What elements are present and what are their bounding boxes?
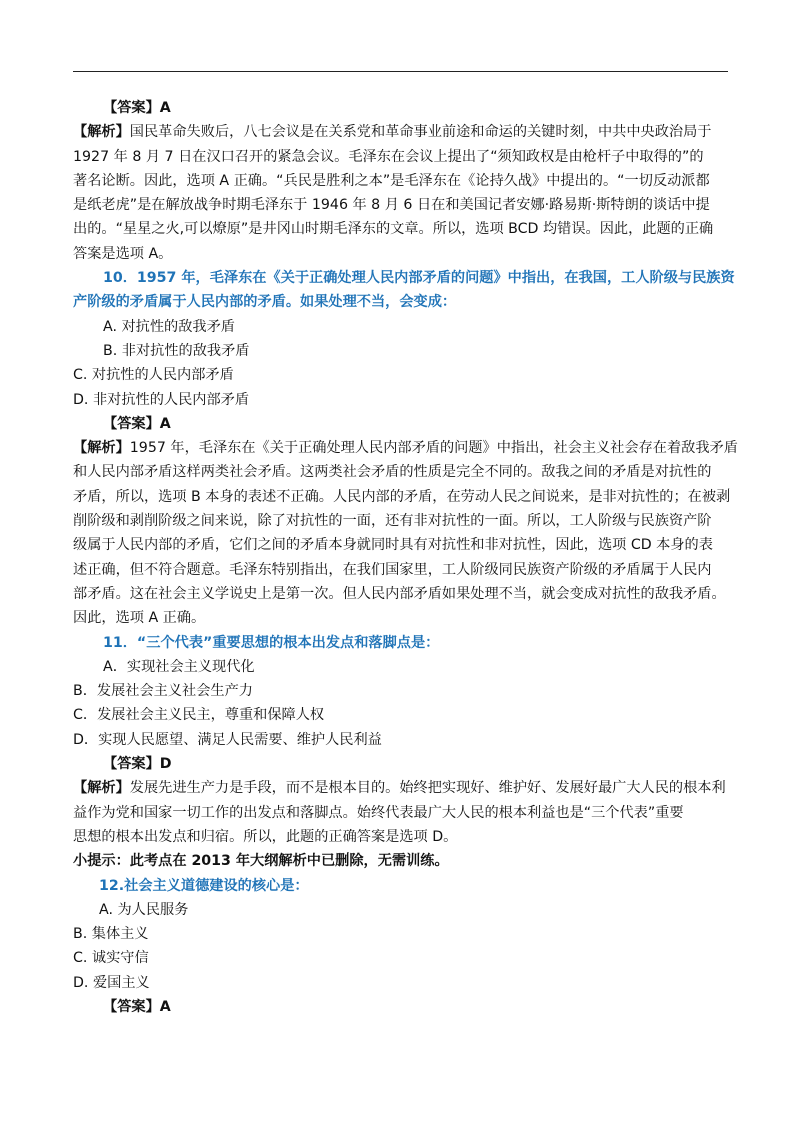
- question-10: 10．1957 年，毛泽东在《关于正确处理人民内部矛盾的问题》中指出，在我国，工人阶级与民族资 产阶级的矛盾属于人民内部的矛盾。如果处理不当，会变成：: [73, 270, 735, 311]
- option-b: B. 非对抗性的敌我矛盾: [103, 342, 250, 359]
- option-b: B．发展社会主义社会生产力: [73, 683, 253, 700]
- answer-9: 【答案】A: [103, 100, 171, 116]
- header-rule: [73, 71, 728, 72]
- option-a: A. 对抗性的敌我矛盾: [103, 318, 235, 335]
- question-12: 12.社会主义道德建设的核心是：: [99, 877, 309, 894]
- option-b: B. 集体主义: [73, 926, 149, 943]
- analysis-11: 【解析】发展先进生产力是手段，而不是根本目的。始终把实现好、维护好、发展好最广大人民的根本利 益作为党和国家一切工作的出发点和落脚点。始终代表最广大人民的根本利益也是“三个代表”重要 思想的根本出发点和归宿。所以，此题的正确答案是选项 D。: [73, 780, 726, 845]
- analysis-label: 【解析】: [73, 440, 130, 457]
- answer-11: 【答案】D: [103, 756, 172, 773]
- option-a: A．实现社会主义现代化: [103, 658, 255, 675]
- option-c: C．发展社会主义民主，尊重和保障人权: [73, 707, 325, 724]
- option-c: C. 对抗性的人民内部矛盾: [73, 367, 234, 384]
- option-d: D．实现人民愿望、满足人民需要、维护人民利益: [73, 731, 382, 748]
- document-body: [73, 96, 738, 1019]
- option-c: C. 诚实守信: [73, 950, 149, 967]
- analysis-10: 【解析】1957 年，毛泽东在《关于正确处理人民内部矛盾的问题》中指出，社会主义社会存在着敌我矛盾 和人民内部矛盾这样两类社会矛盾。这两类社会矛盾的性质是完全不同的。敌我之间的矛盾是对抗性的 矛盾，所以，选项 B 本身的表述不正确。人民内部的矛盾，在劳动人民之间说来，是非对抗性的；在被剥 削阶级和剥削阶级之间来说，除了对抗性的一面，还有非对抗性的一面。所以，工人阶级与民族资产阶 级属于人民内部的矛盾，它们之间的矛盾本身就同时具有对抗性和非对抗性，因此，选项 CD 本身的表 述正确，但不符合题意。毛泽东特别指出，在我们国家里，工人阶级同民族资产阶级的矛盾属于人民内 部矛盾。这在社会主义学说史上是第一次。但人民内部矛盾如果处理不当，就会变成对抗性的敌我矛盾。 因此，选项 A 正确。: [73, 440, 738, 627]
- analysis-9: 【解析】国民革命失败后，八七会议是在关系党和革命事业前途和命运的关键时刻，中共中央政治局于 1927 年 8 月 7 日在汉口召开的紧急会议。毛泽东在会议上提出了“须知政权是由枪杆子中取得的”的 著名论断。因此，选项 A 正确。“兵民是胜利之本”是毛泽东在《论持久战》中提出的。“一切反动派都 是纸老虎”是在解放战争时期毛泽东于 1946 年 8 月 6 日在和美国记者安娜·路易斯·斯特朗的谈话中提 出的。“星星之火,可以燎原”是井冈山时期毛泽东的文章。所以，选项 BCD 均错误。因此，此题的正确 答案是选项 A。: [73, 124, 714, 262]
- option-d: D. 爱国主义: [73, 974, 150, 991]
- option-d: D. 非对抗性的人民内部矛盾: [73, 391, 250, 408]
- answer-12: 【答案】A: [103, 998, 171, 1015]
- answer-10: 【答案】A: [103, 415, 171, 432]
- analysis-label: 【解析】: [73, 124, 130, 141]
- tip-note: 小提示：此考点在 2013 年大纲解析中已删除，无需训练。: [73, 853, 449, 870]
- question-11: 11．“三个代表”重要思想的根本出发点和落脚点是：: [103, 634, 440, 651]
- option-a: A. 为人民服务: [99, 901, 189, 918]
- analysis-label: 【解析】: [73, 780, 130, 797]
